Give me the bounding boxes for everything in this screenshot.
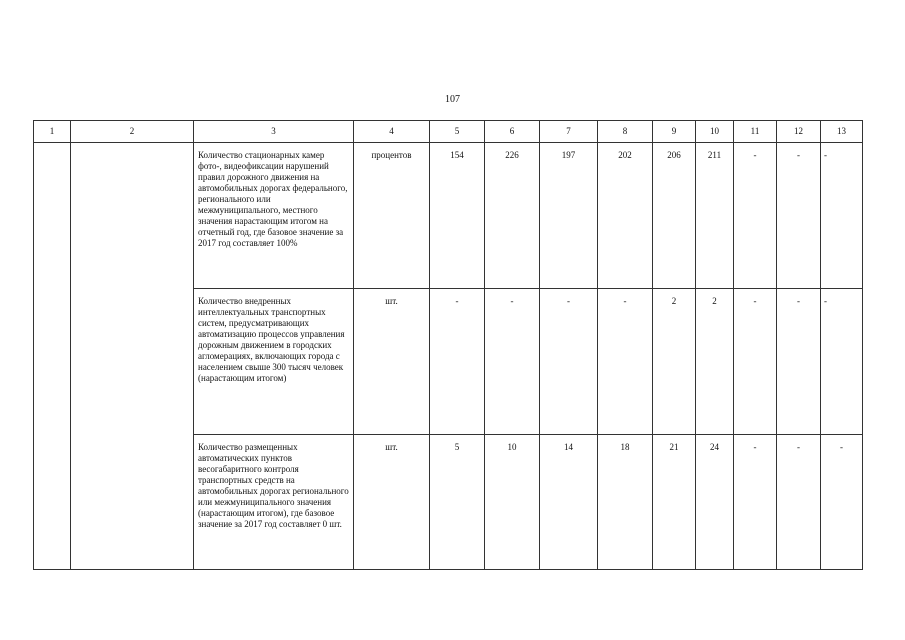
column-header: 12 [777,121,821,143]
unit-cell: шт. [354,289,430,435]
value-cell: 18 [598,435,653,570]
value-cell: - [777,289,821,435]
column-header: 4 [354,121,430,143]
value-cell: 154 [430,143,485,289]
value-cell: 24 [696,435,734,570]
table-header-row [34,121,863,143]
value-cell: - [734,435,777,570]
value-cell: 10 [485,435,540,570]
column-header: 9 [653,121,696,143]
value-cell: 21 [653,435,696,570]
value-cell: 2 [696,289,734,435]
merged-cell-col-1 [34,143,71,570]
column-header: 5 [430,121,485,143]
unit-cell: шт. [354,435,430,570]
column-header: 13 [821,121,863,143]
value-cell: 206 [653,143,696,289]
merged-cell-col-2 [71,143,194,570]
indicator-cell: Количество размещенных автоматических пунктов весогабаритного контроля транспортных средств на автомобильных дорогах регионального или межмуниципального значения (нарастающим итогом), где базовое значение за 2017 год составляет 0 шт. [194,435,354,570]
column-header: 3 [194,121,354,143]
column-header: 11 [734,121,777,143]
indicators-table [33,120,863,570]
value-cell: 14 [540,435,598,570]
column-header: 7 [540,121,598,143]
indicator-cell: Количество стационарных камер фото-, видеофиксации нарушений правил дорожного движения на автомобильных дорогах федерального, регионального или межмуниципального, местного значения нарастающим итогом на отчетный год, где базовое значение за 2017 год составляет 100% [194,143,354,289]
value-cell: 202 [598,143,653,289]
value-cell: 211 [696,143,734,289]
value-cell: - [777,435,821,570]
value-cell: 2 [653,289,696,435]
value-cell: - [821,143,863,289]
value-cell: - [540,289,598,435]
unit-cell: процентов [354,143,430,289]
value-cell: - [734,143,777,289]
value-cell: - [821,289,863,435]
value-cell: - [734,289,777,435]
value-cell: - [777,143,821,289]
value-cell: - [430,289,485,435]
value-cell: 5 [430,435,485,570]
value-cell: 226 [485,143,540,289]
value-cell: - [598,289,653,435]
value-cell: - [485,289,540,435]
column-header: 8 [598,121,653,143]
indicator-cell: Количество внедренных интеллектуальных транспортных систем, предусматривающих автоматизацию процессов управления дорожным движением в городских агломерациях, включающих города с населением свыше 300 тысяч человек (нарастающим итогом) [194,289,354,435]
table-row [34,143,863,289]
page-number: 107 [445,94,460,105]
column-header: 6 [485,121,540,143]
value-cell: 197 [540,143,598,289]
value-cell: - [821,435,863,570]
column-header: 2 [71,121,194,143]
column-header: 10 [696,121,734,143]
column-header: 1 [34,121,71,143]
